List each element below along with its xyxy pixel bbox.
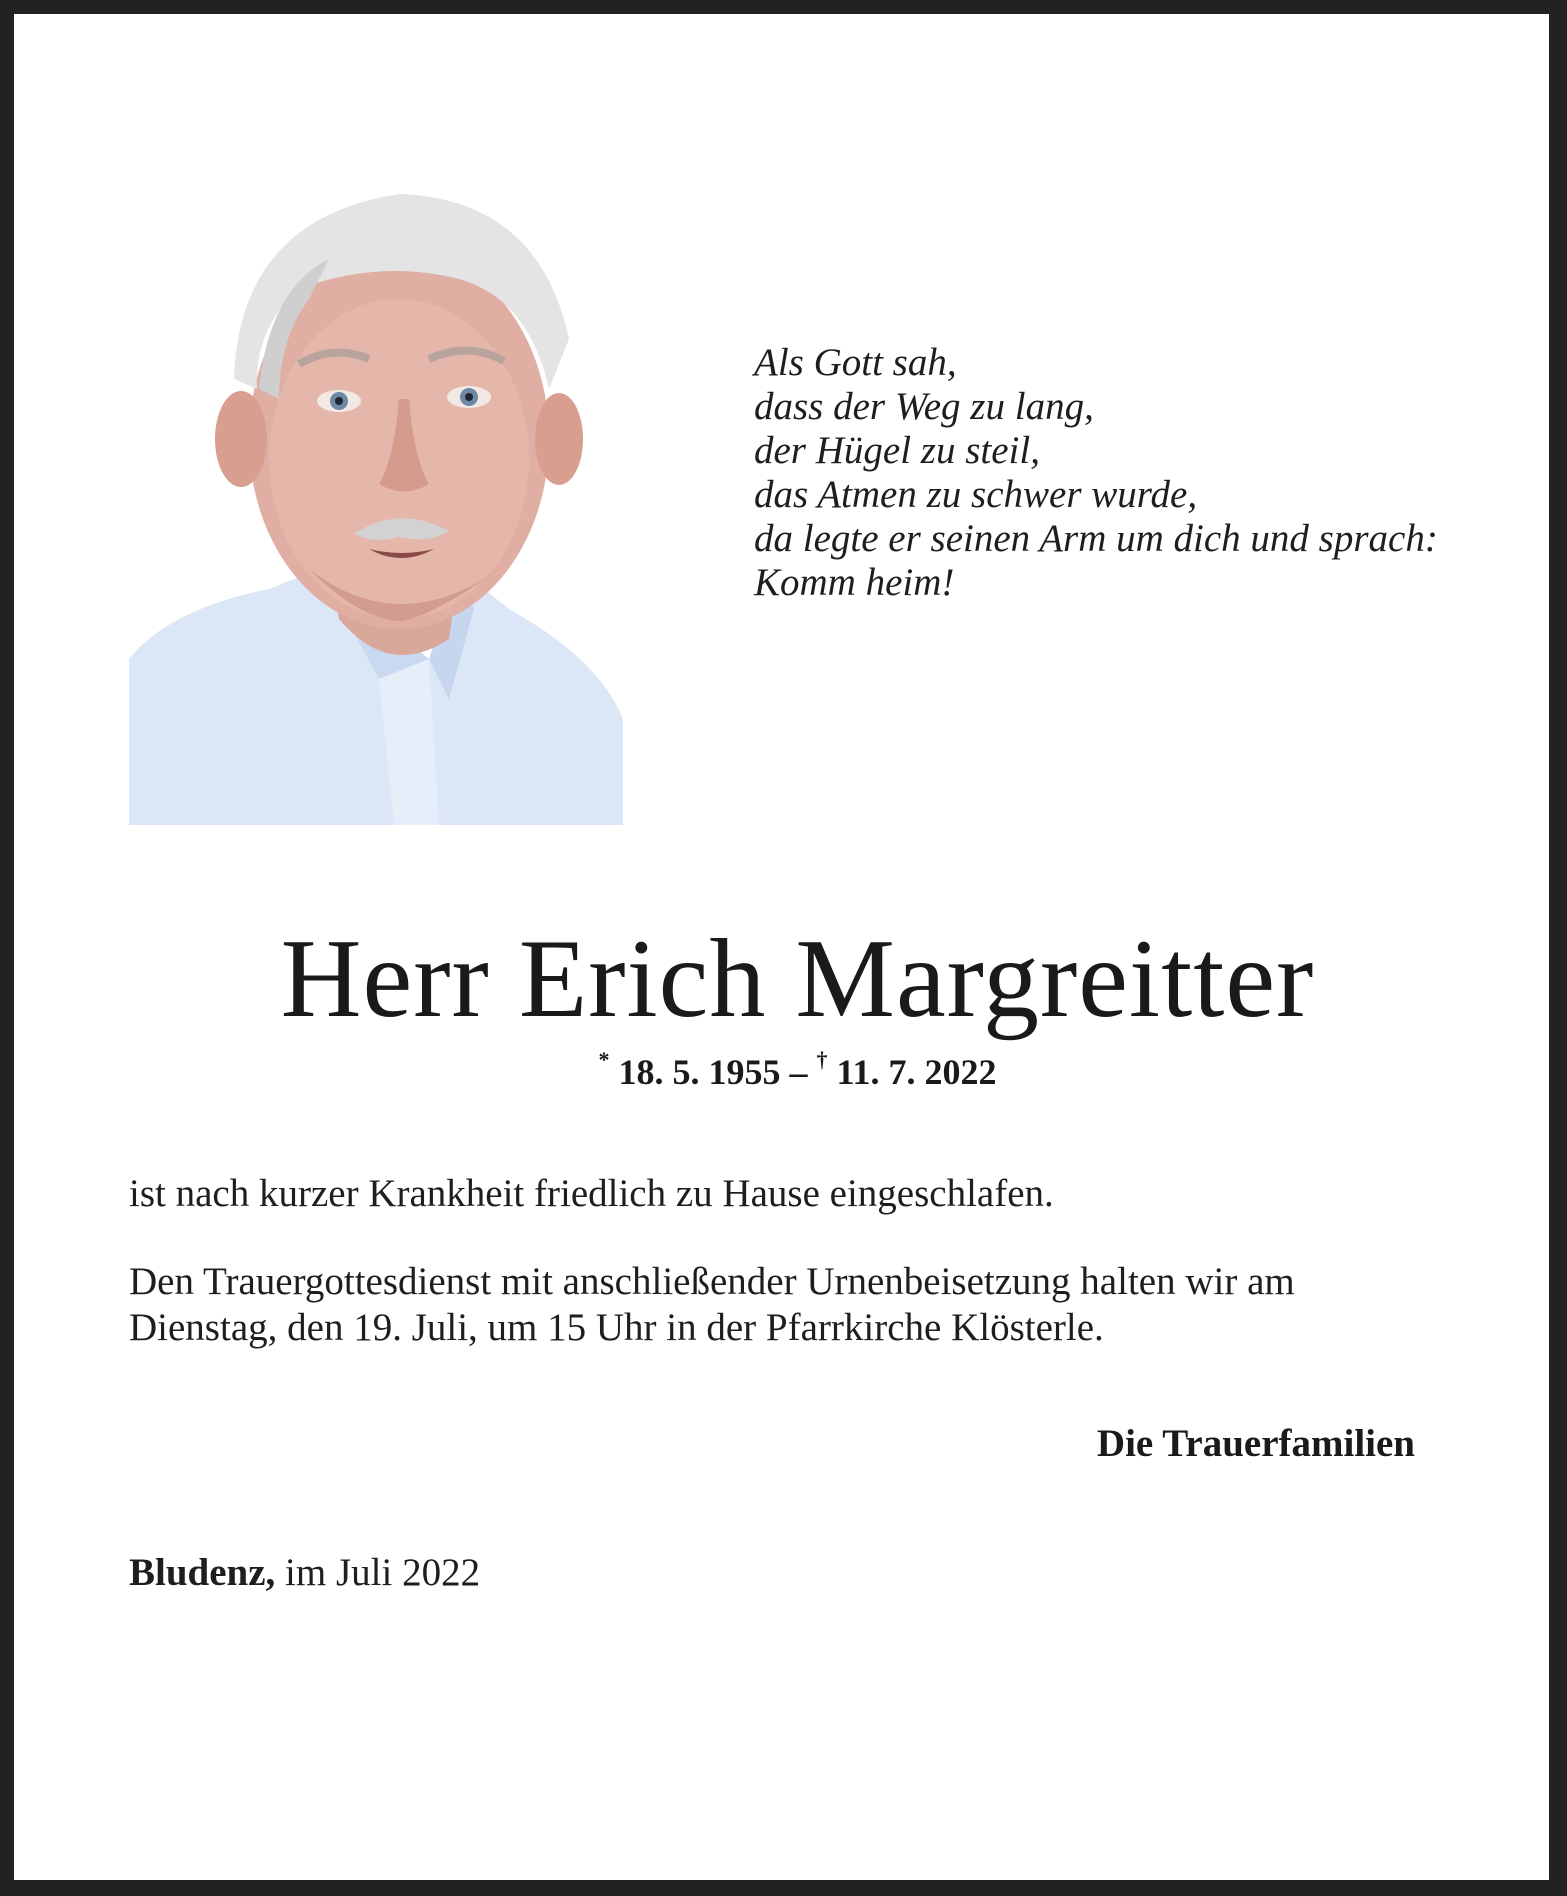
birth-symbol: * [598,1047,610,1072]
place-date [129,1550,480,1596]
place-date-text: im Juli 2022 [275,1551,481,1594]
poem-line: da legte er seinen Arm um dich und sprach: [754,517,1438,560]
death-date: 11. 7. 2022 [836,1052,997,1092]
place-city: Bludenz, [129,1551,276,1594]
body-text-line: Dienstag, den 19. Juli, um 15 Uhr in der Pfarrkirche Klösterle. [129,1306,1104,1349]
poem [754,341,1474,605]
death-symbol: † [816,1047,828,1072]
poem-line: Komm heim! [754,561,955,604]
poem-line: Als Gott sah, [754,341,957,384]
life-dates [14,1042,1567,1094]
obituary-card [14,14,1549,1880]
signature: Die Trauerfamilien [1096,1422,1415,1465]
body-text-line: ist nach kurzer Krankheit friedlich zu Hause eingeschlafen. [129,1172,1054,1215]
deceased-name: Herr Erich Margreitter [280,917,1315,1041]
poem-line: der Hügel zu steil, [754,429,1040,472]
poem-line: dass der Weg zu lang, [754,385,1094,428]
portrait-photo [129,139,623,825]
date-separator: – [780,1052,817,1092]
poem-line: das Atmen zu schwer wurde, [754,473,1198,516]
birth-date: 18. 5. 1955 [618,1052,781,1092]
body-text-line: Den Trauergottesdienst mit anschließender Urnenbeisetzung halten wir am [129,1260,1295,1303]
